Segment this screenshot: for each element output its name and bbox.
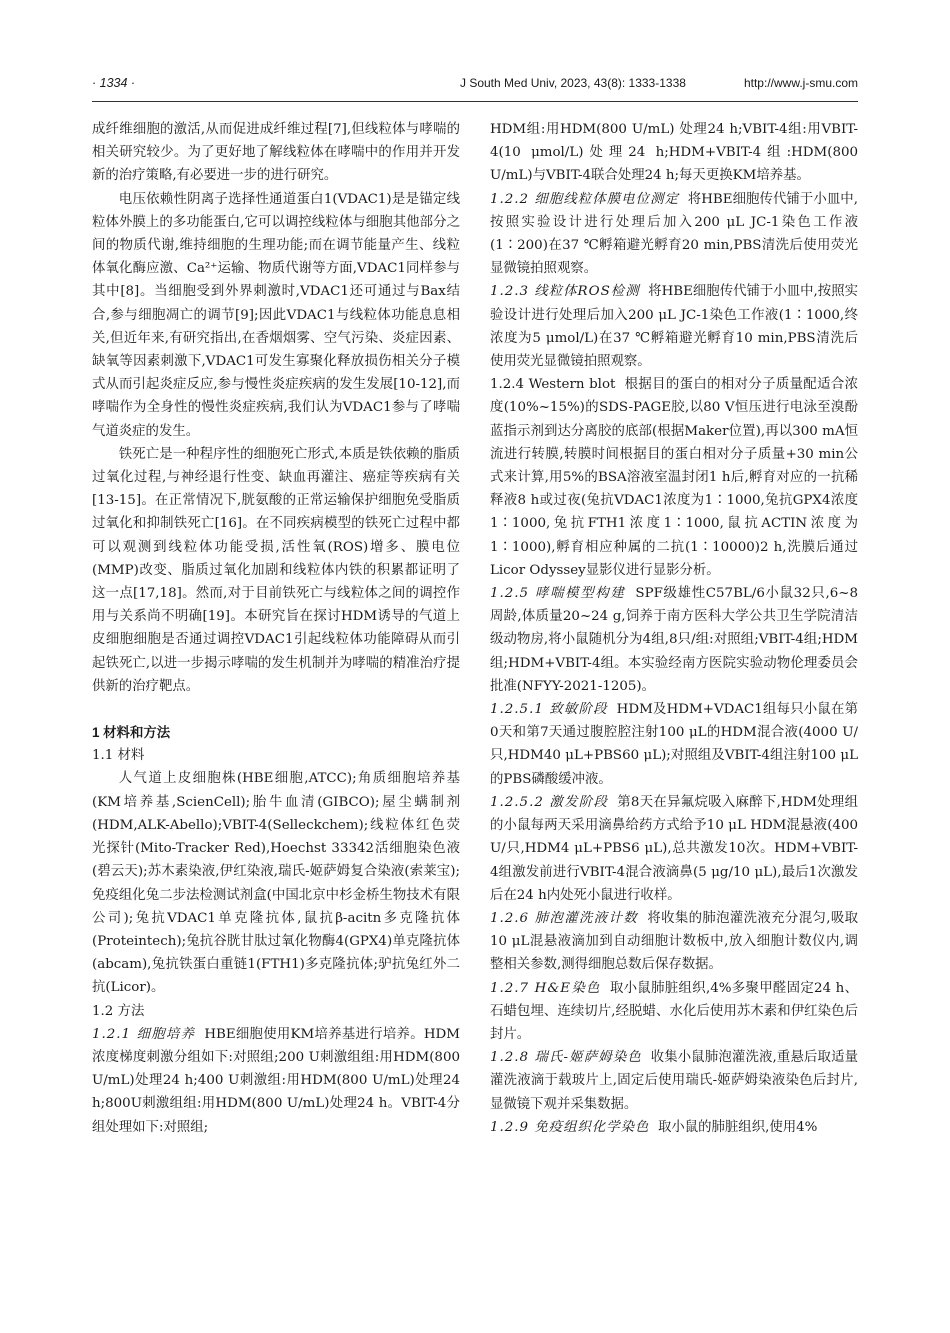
method-heading: 1.2.7 H&E染色 xyxy=(490,980,601,996)
method-heading: 1.2.5.1 致敏阶段 xyxy=(490,702,608,718)
journal-citation: J South Med Univ, 2023, 43(8): 1333-1338 xyxy=(460,76,686,90)
method-heading: 1.2.4 Western blot xyxy=(490,377,616,393)
header-rule xyxy=(92,101,858,102)
method-body: 第8天在异氟烷吸入麻醉下,HDM处理组的小鼠每两天采用滴鼻给药方式给予10 μL HDM混悬液(400 U/只,HDM4 μL+PBS6 μL),总共激发10次。HDM+VBIT-4组激发前进行VBIT-4混合液滴鼻(5 μg/10 μL),最后1次激发后在24 h内处死小鼠进行收样。 xyxy=(490,794,859,903)
method-paragraph xyxy=(92,1023,460,1139)
method-paragraph xyxy=(490,373,858,582)
paragraph: HDM组:用HDM(800 U/mL) 处理24 h;VBIT-4组:用VBIT-4(10 μmol/L)处理24 h;HDM+VBIT-4组:HDM(800 U/mL)与VBIT-4联合处理24 h;每天更换KM培养基。 xyxy=(490,122,858,184)
method-body: HDM及HDM+VDAC1组每只小鼠在第0天和第7天通过腹腔腔注射100 μL的HDM混合液(4000 U/只,HDM40 μL+PBS60 μL);对照组及VBIT-4组注射100 μL的PBS磷酸缓冲液。 xyxy=(490,702,859,787)
right-column xyxy=(490,118,858,1139)
section-gap xyxy=(92,698,460,721)
method-paragraph xyxy=(490,1046,858,1116)
method-paragraph xyxy=(490,977,858,1047)
method-heading: 1.2.5 哮喘模型构建 xyxy=(490,586,626,602)
page-number: · 1334 · xyxy=(92,76,136,90)
method-paragraph xyxy=(490,280,858,373)
method-heading: 1.2.2 细胞线粒体膜电位测定 xyxy=(490,191,680,207)
method-body: 将HBE细胞传代铺于小皿中,按照实验设计进行处理后加入200 μL JC-1染色工作液(1∶1000,终浓度为5 μmol/L)在37 ℃孵箱避光孵育10 min,PBS清洗后使用荧光显微镜拍照观察。 xyxy=(490,284,858,370)
method-heading: 1.2.1 细胞培养 xyxy=(92,1026,196,1042)
method-body: 根据目的蛋白的相对分子质量配适合浓度(10%~15%)的SDS-PAGE胶,以80 V恒压进行电泳至溴酚蓝指示剂到达分离胶的底部(根据Maker位置),再以300 mA恒流进行转膜,转膜时间根据目的蛋白相对分子质量+30 min公式来计算,用5%的BSA溶液室温封闭1 h后,孵育对应的一抗稀释液8 h或过夜(兔抗VDAC1浓度为1∶1000,兔抗GPX4浓度1∶1000,兔抗FTH1浓度1∶1000,鼠抗ACTIN浓度为1∶1000),孵育相应种属的二抗(1∶10000)2 h,洗膜后通过Licor Odyssey显影仪进行显影分析。 xyxy=(490,377,859,578)
method-body: SPF级雄性C57BL/6小鼠32只,6~8周龄,体质量20~24 g,饲养于南方医科大学公共卫生学院清洁级动物房,将小鼠随机分为4组,8只/组:对照组;VBIT-4组;HDM组;HDM+VBIT-4组。本实验经南方医院实验动物伦理委员会批准(NFYY-2021-1205)。 xyxy=(490,586,859,694)
method-heading: 1.2.6 肺泡灌洗液计数 xyxy=(490,910,639,926)
method-paragraph xyxy=(490,188,858,281)
subsection-heading: 1.2 方法 xyxy=(92,1003,145,1019)
method-body: 收集小鼠肺泡灌洗液,重悬后取适量灌洗液滴于载玻片上,固定后使用瑞氏-姬萨姆染液染色后封片,显微镜下观并采集数据。 xyxy=(490,1050,858,1112)
method-paragraph xyxy=(490,1116,858,1139)
paragraph: 铁死亡是一种程序性的细胞死亡形式,本质是铁依赖的脂质过氧化过程,与神经退行性变、缺血再灌注、癌症等疾病有关[13-15]。在正常情况下,胱氨酸的正常运输保护细胞免受脂质过氧化和抑制铁死亡[16]。在不同疾病模型的铁死亡过程中都可以观测到线粒体功能受损,活性氧(ROS)增多、膜电位(MMP)改变、脂质过氧化加剧和线粒体内铁的积累都证明了这一点[17,18]。然而,对于目前铁死亡与线粒体之间的调控作用与关系尚不明确[19]。本研究旨在探讨HDM诱导的气道上皮细胞细胞是否通过调控VDAC1引起线粒体功能障碍从而引起铁死亡,以进一步揭示哮喘的发生机制并为哮喘的精准治疗提供新的治疗靶点。 xyxy=(92,446,460,694)
method-paragraph xyxy=(490,698,858,791)
method-body: 取小鼠的肺脏组织,使用4% xyxy=(657,1119,818,1135)
method-body: 取小鼠肺脏组织,4%多聚甲醛固定24 h、石蜡包埋、连续切片,经脱蜡、水化后使用苏木素和伊红染色后封片。 xyxy=(490,980,859,1042)
method-heading: 1.2.3 线粒体ROS检测 xyxy=(490,284,640,300)
journal-url[interactable]: http://www.j-smu.com xyxy=(743,76,858,90)
paragraph: 成纤维细胞的激活,从而促进成纤维过程[7],但线粒体与哮喘的相关研究较少。为了更好地了解线粒体在哮喘中的作用并开发新的治疗策略,有必要进一步的进行研究。 xyxy=(92,122,460,184)
method-paragraph xyxy=(490,791,858,907)
running-header xyxy=(92,72,858,92)
paragraph: 人气道上皮细胞株(HBE细胞,ATCC);角质细胞培养基(KM培养基,ScienCell);胎牛血清(GIBCO);屋尘螨制剂(HDM,ALK-Abello);VBIT-4(Selleckchem);线粒体红色荧光探针(Mito-Tracker Red),Hoechst 33342活细胞染色液(碧云天);苏木素染液,伊红染液,瑞氏-姬萨姆复合染液(索莱宝);免疫组化兔二步法检测试剂盒(中国北京中杉金桥生物技术有限公司);兔抗VDAC1单克隆抗体,鼠抗β-acitn多克隆抗体(Proteintech);兔抗谷胱甘肽过氧化物酶4(GPX4)单克隆抗体(abcam),兔抗铁蛋白重链1(FTH1)多克隆抗体;驴抗兔红外二抗(Licor)。 xyxy=(92,771,460,996)
method-body: 将HBE细胞传代铺于小皿中,按照实验设计进行处理后加入200 μL JC-1染色工作液(1∶200)在37 ℃孵箱避光孵育20 min,PBS清洗后使用荧光显微镜拍照观察。 xyxy=(490,191,859,277)
method-heading: 1.2.9 免疫组织化学染色 xyxy=(490,1119,650,1135)
method-body: HBE细胞使用KM培养基进行培养。HDM浓度梯度刺激分组如下:对照组;200 U刺激组组:用HDM(800 U/mL)处理24 h;400 U刺激组:用HDM(800 U/mL)处理24 h;800U刺激组组:用HDM(800 U/mL)处理24 h。VBIT-4分组处理如下:对照组; xyxy=(92,1026,460,1135)
method-paragraph xyxy=(490,907,858,977)
subsection-heading: 1.1 材料 xyxy=(92,748,145,764)
left-column xyxy=(92,118,460,1139)
method-paragraph xyxy=(490,582,858,698)
method-body: 将收集的肺泡灌洗液充分混匀,吸取10 μL混悬液滴加到自动细胞计数板中,放入细胞计数仪内,调整相关参数,测得细胞总数后保存数据。 xyxy=(490,910,859,973)
section-heading: 1 材料和方法 xyxy=(92,725,171,741)
method-heading: 1.2.8 瑞氏-姬萨姆染色 xyxy=(490,1050,642,1066)
paragraph: 电压依赖性阴离子选择性通道蛋白1(VDAC1)是是锚定线粒体外膜上的多功能蛋白,它可以调控线粒体与细胞其他部分之间的物质代谢,维持细胞的生理功能;而在调节能量产生、线粒体氧化酶应激、Ca²⁺运输、物质代谢等方面,VDAC1同样参与其中[8]。当细胞受到外界刺激时,VDAC1还可通过与Bax结合,参与细胞凋亡的调节[9];因此VDAC1与线粒体功能息息相关,但近年来,有研究指出,在香烟烟雾、空气污染、炎症因素、缺氧等因素刺激下,VDAC1可发生寡聚化释放损伤相关分子模式从而引起炎症反应,参与慢性炎症疾病的发生发展[10-12],而哮喘作为全身性的慢性炎症疾病,我们认为VDAC1参与了哮喘气道炎症的发生。 xyxy=(92,191,460,439)
method-heading: 1.2.5.2 激发阶段 xyxy=(490,794,609,810)
